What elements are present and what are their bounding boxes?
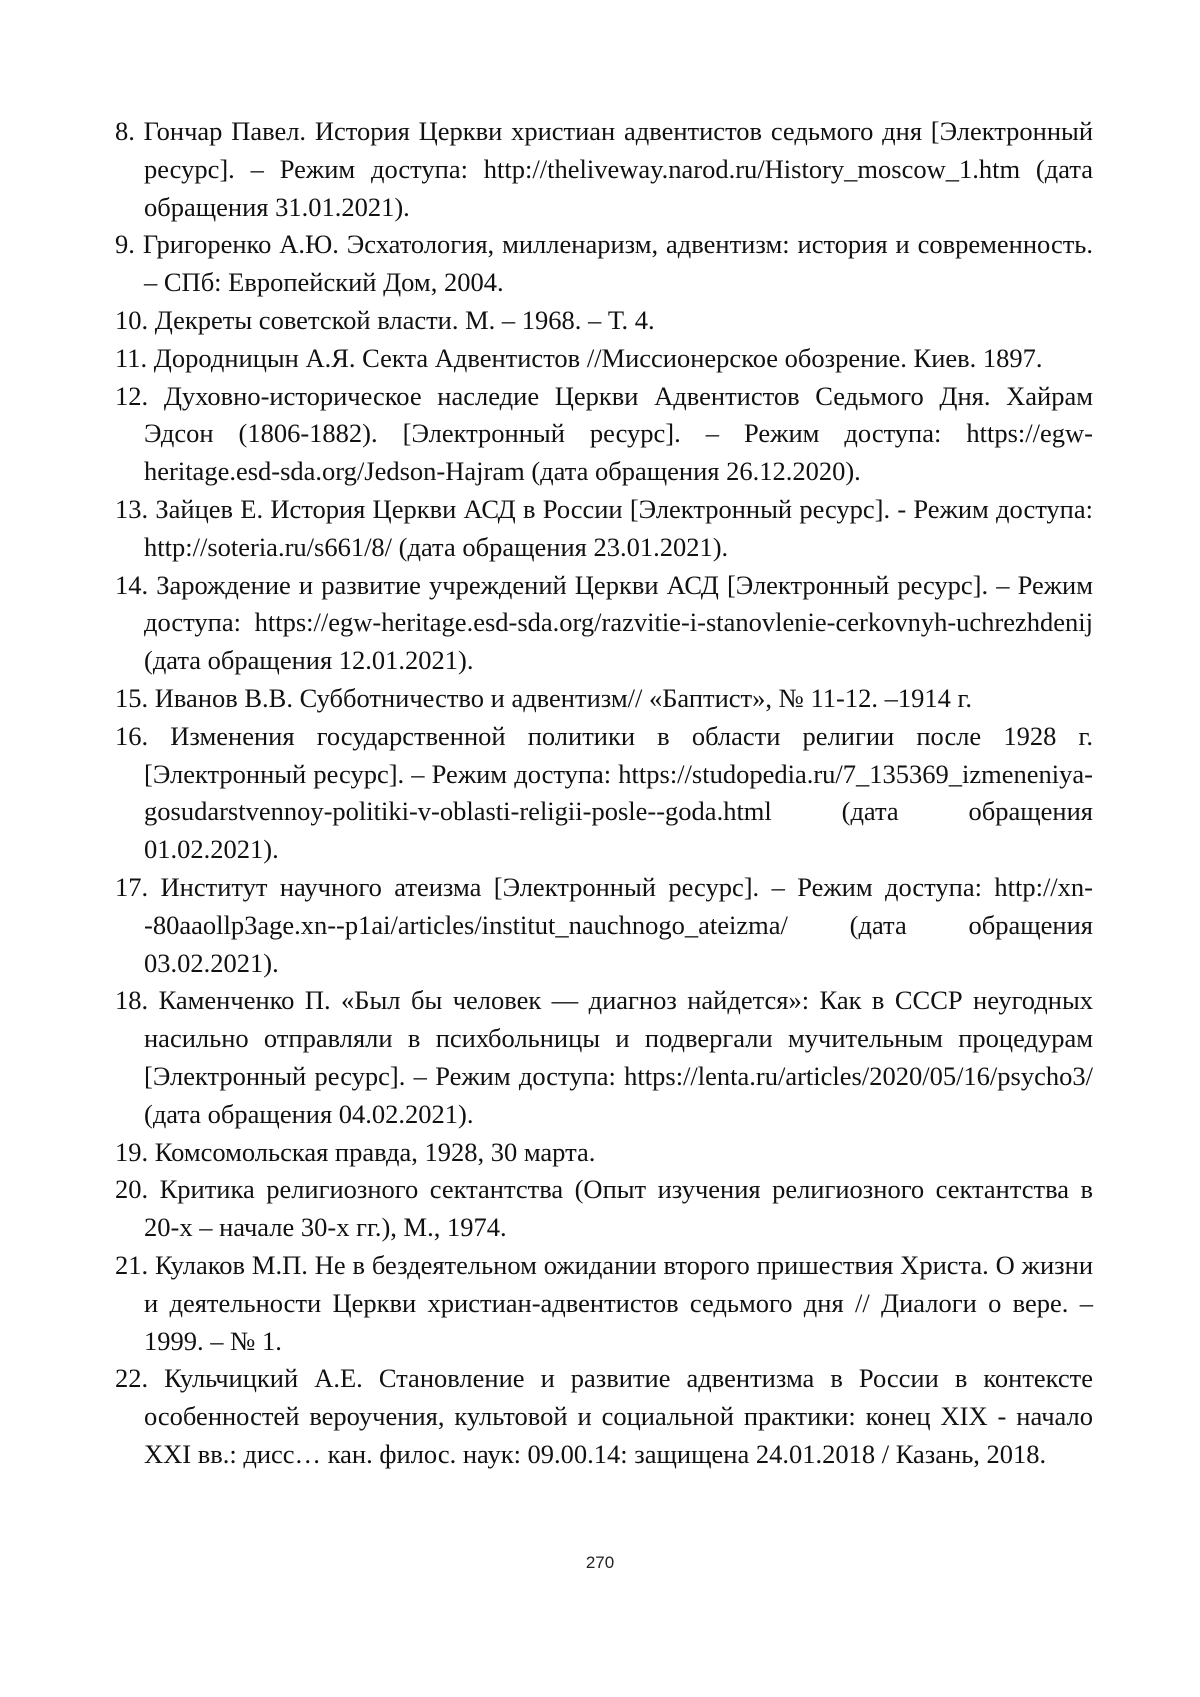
reference-number: 16. [115,720,149,751]
reference-number: 9. [115,229,135,260]
reference-number: 20. [115,1174,149,1205]
reference-text: Зарождение и развитие учреждений Церкви АСД [Электронный ресурс]. – Режим доступа: https://egw-heritage.esd-sda.org/razvitie-i-stanovlenie-cerkovnyh-uchrezhdenij (дата обращения 12.01.2021). [144,569,1093,676]
reference-item [115,340,1093,378]
reference-number: 10. [115,304,149,335]
reference-text: Григоренко А.Ю. Эсхатология, милленаризм, адвентизм: история и современность. – СПб: Европейский Дом, 2004. [142,229,1093,298]
reference-number: 22. [115,1363,149,1394]
reference-text: Комсомольская правда, 1928, 30 марта. [154,1136,596,1167]
reference-text: Декреты советской власти. М. – 1968. – Т. 4. [154,304,655,335]
reference-number: 14. [115,569,149,600]
reference-text: Кулаков М.П. Не в бездеятельном ожидании второго пришествия Христа. О жизни и деятельности Церкви христиан-адвентистов седьмого дня // Диалоги о вере. – 1999. – № 1. [144,1249,1094,1356]
reference-item [115,680,1093,718]
reference-item [115,1360,1093,1473]
reference-item [115,1171,1093,1247]
reference-text: Гончар Павел. История Церкви христиан адвентистов седьмого дня [Электронный ресурс]. – Режим доступа: http://theliveway.narod.ru/History_moscow_1.htm (дата обращения 31.01.2021). [143,116,1094,222]
reference-text: Институт научного атеизма [Электронный ресурс]. – Режим доступа: http://xn--80aaollp3age.xn--p1ai/articles/institut_nauchnogo_ateizma/ (дата обращения 03.02.2021). [144,871,1093,978]
reference-text: Кульчицкий А.Е. Становление и развитие адвентизма в России в контексте особенностей вероучения, культовой и социальной практики: конец XIX - начало XXI вв.: дисс… кан. филос. наук: 09.00.14: защищена 24.01.2018 / Казань, 2018. [144,1363,1093,1469]
reference-text: Духовно-историческое наследие Церкви Адвентистов Седьмого Дня. Хайрам Эдсон (1806-1882). [Электронный ресурс]. – Режим доступа: https://egw-heritage.esd-sda.org/Jedson-Hajram (дата обращения 26.12.2020). [144,380,1094,487]
reference-text: Критика религиозного сектантства (Опыт изучения религиозного сектантства в 20-х – начале 30-х гг.), М., 1974. [144,1174,1094,1243]
reference-number: 18. [115,985,149,1016]
page-number: 270 [585,1553,615,1572]
reference-text: Зайцев Е. История Церкви АСД в России [Электронный ресурс]. - Режим доступа: http://soteria.ru/s661/8/ (дата обращения 23.01.2021). [144,493,1093,562]
reference-item [115,718,1093,869]
reference-text: Изменения государственной политики в области религии после 1928 г. [Электронный ресурс]. – Режим доступа: https://studopedia.ru/7_135369_izmeneniya-gosudarstvennoy-politiki-v-oblasti-religii-posle--goda.html (дата обращения 01.02.2021). [144,720,1093,865]
reference-item [115,491,1093,567]
reference-item [115,113,1093,226]
reference-number: 12. [115,380,149,411]
reference-text: Иванов В.В. Субботничество и адвентизм// «Баптист», № 11-12. –1914 г. [154,682,973,713]
reference-item [115,302,1093,340]
reference-number: 21. [115,1249,149,1280]
reference-item [115,1134,1093,1172]
reference-number: 13. [115,493,149,524]
reference-item [115,1247,1093,1360]
reference-item [115,982,1093,1133]
reference-number: 11. [115,342,148,373]
reference-number: 19. [115,1136,149,1167]
reference-number: 17. [115,871,149,902]
reference-list [115,113,1093,1474]
reference-text: Дородницын А.Я. Секта Адвентистов //Миссионерское обозрение. Киев. 1897. [153,342,1043,373]
reference-number: 15. [115,682,149,713]
reference-item [115,869,1093,982]
reference-item [115,567,1093,680]
reference-text: Каменченко П. «Был бы человек — диагноз найдется»: Как в СССР неугодных насильно отправляли в психбольницы и подвергали мучительным процедурам [Электронный ресурс]. – Режим доступа: https://lenta.ru/articles/2020/05/16/psycho3/ (дата обращения 04.02.2021). [144,985,1093,1129]
reference-item [115,226,1093,302]
reference-number: 8. [115,116,135,146]
reference-item [115,378,1093,491]
